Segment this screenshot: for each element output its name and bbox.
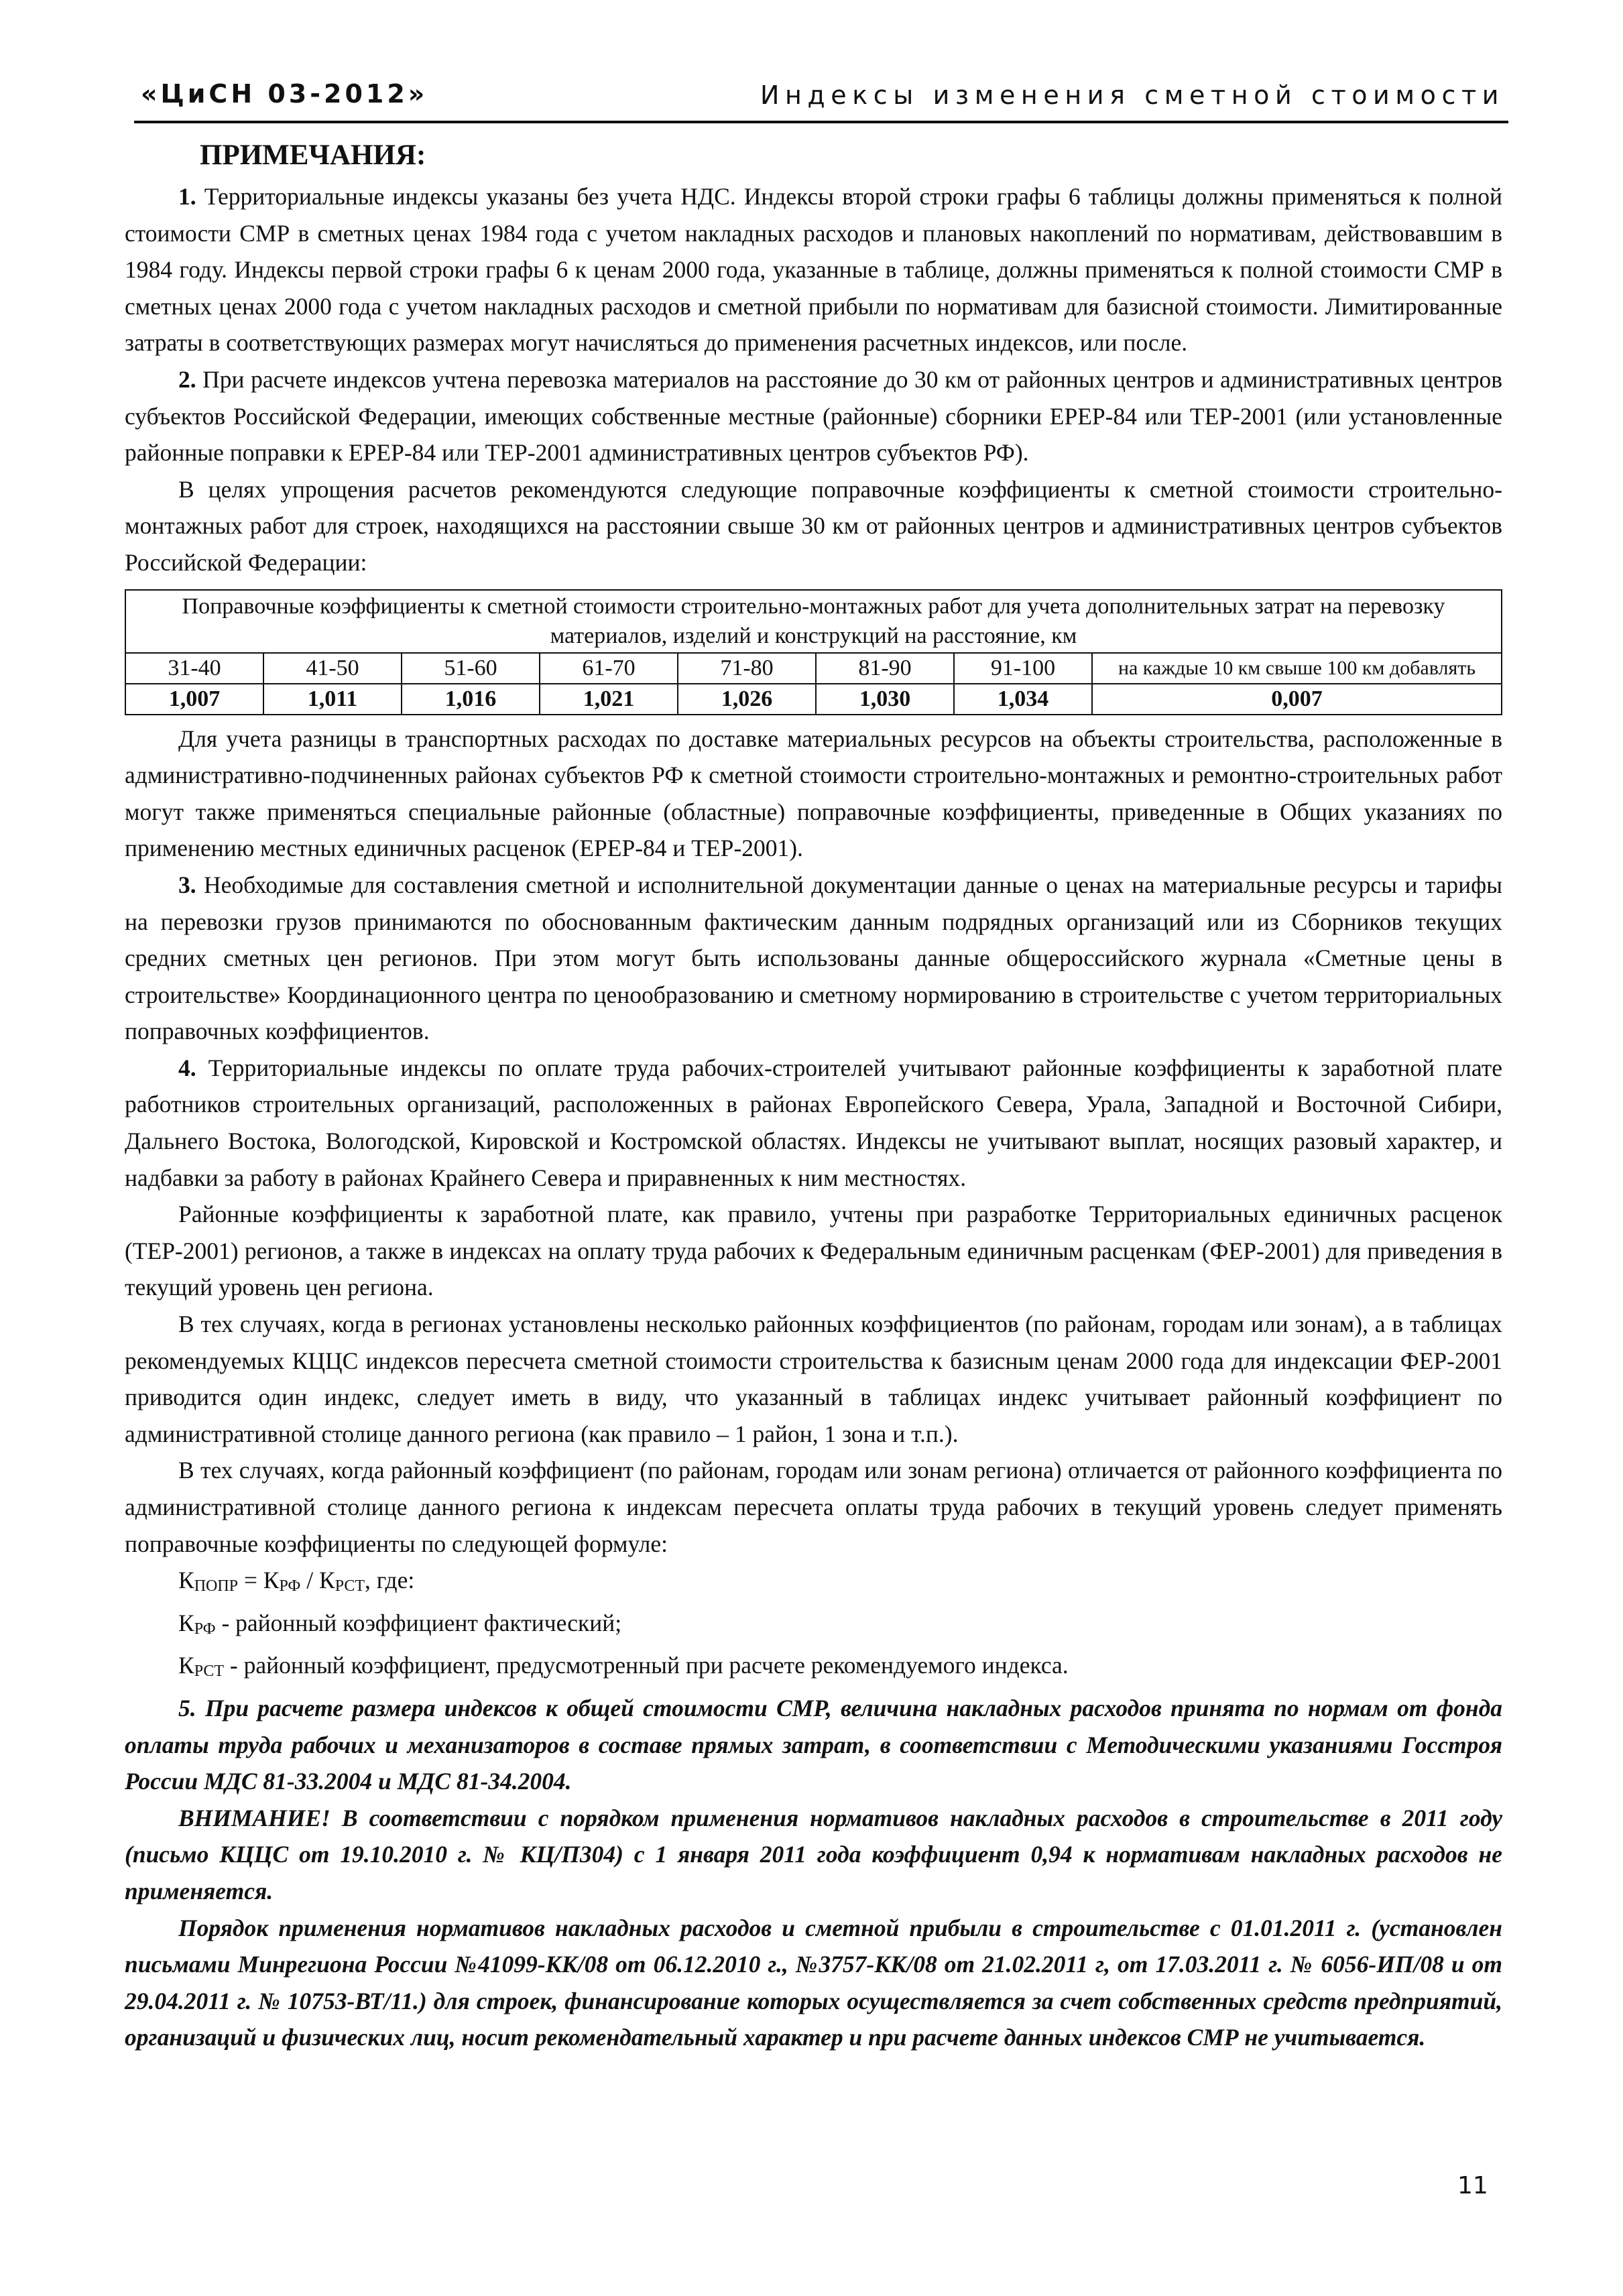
note-1-number: 1.	[178, 183, 196, 210]
def-rst-k: К	[178, 1652, 194, 1679]
table-value-cell: 0,007	[1092, 684, 1502, 715]
table-value-cell: 1,030	[816, 684, 954, 715]
def-rst-text: - районный коэффициент, предусмотренный при расчете рекомендуемого индекса.	[224, 1652, 1069, 1679]
formula-sub-rf: РФ	[279, 1577, 301, 1595]
note-3-number: 3.	[178, 871, 196, 898]
table-value-cell: 1,021	[540, 684, 678, 715]
note-5	[125, 1690, 1502, 1800]
note-4-text: Территориальные индексы по оплате труда рабочих-строителей учитывают районные коэффициенты к заработной плате работников строительных организаций, расположенных в районах Европейского Севера, Урала, Западной и Восточной Сибири, Дальнего Востока, Вологодской, Кировской и Костромской областях. Индексы не учитывают выплат, носящих разовый характер, и надбавки за работу в районах Крайнего Севера и приравненных к ним местностях.	[125, 1054, 1502, 1191]
formula-tail: , где:	[365, 1567, 415, 1594]
table-header-cell: на каждые 10 км свыше 100 км добавлять	[1092, 653, 1502, 684]
correction-coefficients-table	[125, 589, 1502, 715]
note-5-text: При расчете размера индексов к общей стоимости СМР, величина накладных расходов принята по нормам от фонда оплаты труда рабочих и механизаторов в составе прямых затрат, в соответствии с Методическими указаниями Госстроя России МДС 81-33.2004 и МДС 81-34.2004.	[125, 1694, 1502, 1795]
page-number: 11	[1457, 2172, 1488, 2199]
table-header-cell: 61-70	[540, 653, 678, 684]
table-value-cell: 1,016	[402, 684, 540, 715]
procedure-paragraph: Порядок применения нормативов накладных расходов и сметной прибыли в строительстве с 01.01.2011 г. (установлен письмами Минрегиона России №41099-КК/08 от 06.12.2010 г., №3757-КК/08 от 21.02.2011 г, от 17.03.2011 г. № 6056-ИП/08 и от 29.04.2011 г. № 10753-ВТ/11.) для строек, финансирование которых осуществляется за счет собственных средств предприятий, организаций и физических лиц, носит рекомендательный характер и при расчете данных индексов СМР не учитывается.	[125, 1914, 1502, 2051]
table-header-row	[125, 653, 1502, 684]
note-2-paragraph-c: Для учета разницы в транспортных расходах по доставке материальных ресурсов на объекты строительства, расположенные в административно-подчиненных районах субъектов РФ к сметной стоимости строительно-монтажных и ремонтно-строительных работ могут также применяться специальные районные (областные) поправочные коэффициенты, приведенные в Общих указаниях по применению местных единичных расценок (ЕРЕР-84 и ТЕР-2001).	[125, 725, 1502, 862]
table-header-cell: 41-50	[263, 653, 402, 684]
formula-k: К	[178, 1567, 194, 1594]
formula-slash: / К	[300, 1567, 335, 1594]
note-4-number: 4.	[178, 1054, 196, 1081]
def-rf-sub: РФ	[194, 1620, 216, 1638]
table-value-cell: 1,026	[678, 684, 816, 715]
header-doc-code: «ЦиСН 03-2012»	[141, 79, 428, 109]
note-1-text: Территориальные индексы указаны без учета НДС. Индексы второй строки графы 6 таблицы должны применяться к полной стоимости СМР в сметных ценах 1984 года с учетом накладных расходов и плановых накоплений по нормативам, действовавшим в 1984 году. Индексы первой строки графы 6 к ценам 2000 года, указанные в таблице, должны применяться к полной стоимости СМР в сметных ценах 2000 года с учетом накладных расходов и сметной прибыли по нормативам для базисной стоимости. Лимитированные затраты в соответствующих размерах могут начисляться до применения расчетных индексов, или после.	[125, 183, 1502, 357]
def-rf-k: К	[178, 1609, 194, 1636]
note-2	[125, 361, 1502, 471]
table-value-cell: 1,034	[954, 684, 1092, 715]
note-4-paragraph-d: В тех случаях, когда районный коэффициент (по районам, городам или зонам региона) отличается от районного коэффициента по административной столице данного региона к индексам пересчета оплаты труда рабочих в текущий уровень следует применять поправочные коэффициенты по следующей формуле:	[125, 1457, 1502, 1557]
definition-rf	[125, 1605, 1502, 1648]
table-caption: Поправочные коэффициенты к сметной стоимости строительно-монтажных работ для учета дополнительных затрат на перевозку материалов, изделий и конструкций на расстояние, км	[125, 590, 1502, 653]
table-header-cell: 31-40	[125, 653, 263, 684]
note-3-text: Необходимые для составления сметной и исполнительной документации данные о ценах на материальные ресурсы и тарифы на перевозки грузов принимаются по обоснованным фактическим данным подрядных организаций или из Сборников текущих средних сметных цен регионов. При этом могут быть использованы данные общероссийского журнала «Сметные цены в строительстве» Координационного центра по ценообразованию и сметному нормированию в строительстве с учетом территориальных поправочных коэффициентов.	[125, 871, 1502, 1045]
page-header	[134, 79, 1508, 123]
attention-paragraph: ВНИМАНИЕ! В соответствии с порядком применения нормативов накладных расходов в строительстве в 2011 году (письмо КЦЦС от 19.10.2010 г. № КЦ/П304) с 1 января 2011 года коэффициент 0,94 к нормативам накладных расходов не применяется.	[125, 1804, 1502, 1905]
notes-heading: ПРИМЕЧАНИЯ:	[200, 139, 426, 171]
note-1	[125, 178, 1502, 361]
note-4	[125, 1050, 1502, 1196]
table-header-cell: 81-90	[816, 653, 954, 684]
table-values-row	[125, 684, 1502, 715]
formula-sub-popr: ПОПР	[194, 1577, 239, 1595]
table-header-cell: 91-100	[954, 653, 1092, 684]
document-body	[125, 137, 1502, 2056]
formula-eq: = К	[238, 1567, 280, 1594]
note-2-text: При расчете индексов учтена перевозка материалов на расстояние до 30 км от районных центров и административных центров субъектов Российской Федерации, имеющих собственные местные (районные) сборники ЕРЕР-84 или ТЕР-2001 (или установленные районные поправки к ЕРЕР-84 или ТЕР-2001 административных центров субъектов РФ).	[125, 365, 1502, 467]
note-5-number: 5.	[178, 1694, 196, 1721]
note-4-paragraph-c: В тех случаях, когда в регионах установлены несколько районных коэффициентов (по районам, городам или зонам), а в таблицах рекомендуемых КЦЦС индексов пересчета сметной стоимости строительства к базисным ценам 2000 года для индексации ФЕР-2001 приводится один индекс, следует иметь в виду, что указанный в таблицах индекс учитывает районный коэффициент по административной столице данного региона (как правило – 1 район, 1 зона и т.п.).	[125, 1311, 1502, 1447]
table-value-cell: 1,007	[125, 684, 263, 715]
table-value-cell: 1,011	[263, 684, 402, 715]
def-rst-sub: РСТ	[194, 1663, 224, 1681]
note-2-number: 2.	[178, 365, 196, 393]
note-4-paragraph-b: Районные коэффициенты к заработной плате, как правило, учтены при разработке Территориальных единичных расценок (ТЕР-2001) регионов, а также в индексах на оплату труда рабочих к Федеральным единичным расценкам (ФЕР-2001) для приведения в текущий уровень цен региона.	[125, 1201, 1502, 1301]
note-3	[125, 867, 1502, 1050]
def-rf-text: - районный коэффициент фактический;	[215, 1609, 622, 1636]
header-doc-title: Индексы изменения сметной стоимости	[760, 80, 1504, 110]
formula-line	[125, 1562, 1502, 1605]
formula-sub-rst: РСТ	[335, 1577, 365, 1595]
table-header-cell: 71-80	[678, 653, 816, 684]
definition-rst	[125, 1647, 1502, 1690]
table-header-cell: 51-60	[402, 653, 540, 684]
note-2-paragraph-b: В целях упрощения расчетов рекомендуются следующие поправочные коэффициенты к сметной стоимости строительно-монтажных работ для строек, находящихся на расстоянии свыше 30 км от районных центров и административных центров субъектов Российской Федерации:	[125, 475, 1502, 576]
